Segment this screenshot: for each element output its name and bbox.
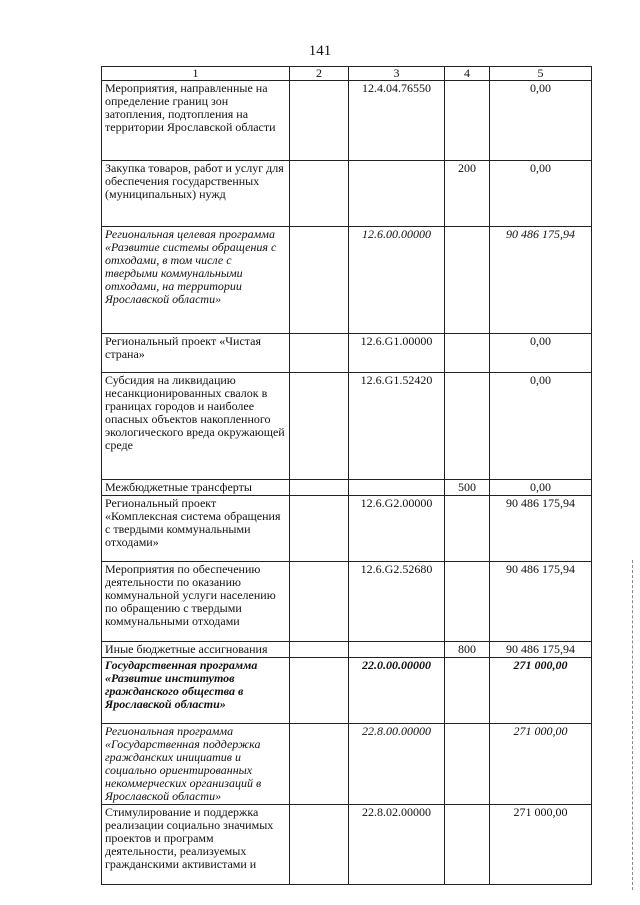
row-amount-cell: 90 486 175,94 bbox=[490, 496, 592, 562]
table-row bbox=[102, 496, 592, 562]
row-code-cell: 12.6.G1.52420 bbox=[349, 373, 445, 480]
row-code-cell: 12.6.00.00000 bbox=[349, 227, 445, 334]
row-name-cell: Иные бюджетные ассигнования bbox=[102, 642, 290, 658]
row-amount-cell: 271 000,00 bbox=[490, 658, 592, 724]
scan-edge-line bbox=[632, 560, 634, 890]
row-amount-cell: 271 000,00 bbox=[490, 724, 592, 805]
row-type-cell: 200 bbox=[445, 161, 490, 227]
column-header: 2 bbox=[290, 67, 349, 81]
table-row bbox=[102, 161, 592, 227]
row-code-cell bbox=[349, 480, 445, 496]
row-type-cell: 800 bbox=[445, 642, 490, 658]
row-type-cell bbox=[445, 227, 490, 334]
row-amount-cell: 0,00 bbox=[490, 480, 592, 496]
row-amount-cell: 0,00 bbox=[490, 81, 592, 161]
row-column-2-cell bbox=[290, 642, 349, 658]
column-header: 4 bbox=[445, 67, 490, 81]
table-row bbox=[102, 334, 592, 373]
table-row bbox=[102, 642, 592, 658]
row-amount-cell: 90 486 175,94 bbox=[490, 227, 592, 334]
row-name-cell: Межбюджетные трансферты bbox=[102, 480, 290, 496]
row-code-cell: 22.0.00.00000 bbox=[349, 658, 445, 724]
column-header: 3 bbox=[349, 67, 445, 81]
row-column-2-cell bbox=[290, 227, 349, 334]
row-type-cell: 500 bbox=[445, 480, 490, 496]
page-number: 141 bbox=[308, 43, 332, 59]
table-row bbox=[102, 81, 592, 161]
row-type-cell bbox=[445, 81, 490, 161]
row-name-cell: Региональная целевая программа «Развитие системы обращения с отходами, в том числе с твердыми коммунальными отходами, на территории Ярославской области» bbox=[102, 227, 290, 334]
row-name-cell: Мероприятия по обеспечению деятельности по оказанию коммунальной услуги населению по обращению с твердыми коммунальными отходами bbox=[102, 562, 290, 642]
row-column-2-cell bbox=[290, 373, 349, 480]
row-name-cell: Субсидия на ликвидацию несанкционированных свалок в границах городов и наиболее опасных объектов накопленного экологического вреда окружающей среде bbox=[102, 373, 290, 480]
row-name-cell: Стимулирование и поддержка реализации социально значимых проектов и программ деятельности, реализуемых гражданскими активистами и bbox=[102, 805, 290, 885]
row-name-cell: Региональный проект «Комплексная система обращения с твердыми коммунальными отходами» bbox=[102, 496, 290, 562]
row-code-cell: 12.6.G2.00000 bbox=[349, 496, 445, 562]
row-type-cell bbox=[445, 805, 490, 885]
table-row bbox=[102, 227, 592, 334]
row-amount-cell: 90 486 175,94 bbox=[490, 642, 592, 658]
row-code-cell: 22.8.02.00000 bbox=[349, 805, 445, 885]
row-column-2-cell bbox=[290, 562, 349, 642]
table-row bbox=[102, 480, 592, 496]
row-type-cell bbox=[445, 724, 490, 805]
row-column-2-cell bbox=[290, 334, 349, 373]
row-name-cell: Государственная программа «Развитие институтов гражданского общества в Ярославской области» bbox=[102, 658, 290, 724]
row-name-cell: Закупка товаров, работ и услуг для обеспечения государственных (муниципальных) нужд bbox=[102, 161, 290, 227]
row-type-cell bbox=[445, 562, 490, 642]
row-code-cell: 22.8.00.00000 bbox=[349, 724, 445, 805]
row-name-cell: Региональный проект «Чистая страна» bbox=[102, 334, 290, 373]
row-column-2-cell bbox=[290, 496, 349, 562]
row-code-cell: 12.6.G2.52680 bbox=[349, 562, 445, 642]
row-column-2-cell bbox=[290, 805, 349, 885]
row-amount-cell: 0,00 bbox=[490, 373, 592, 480]
row-column-2-cell bbox=[290, 480, 349, 496]
row-type-cell bbox=[445, 373, 490, 480]
row-amount-cell: 0,00 bbox=[490, 161, 592, 227]
row-code-cell bbox=[349, 642, 445, 658]
row-amount-cell: 90 486 175,94 bbox=[490, 562, 592, 642]
table-row bbox=[102, 373, 592, 480]
row-column-2-cell bbox=[290, 81, 349, 161]
table-row bbox=[102, 805, 592, 885]
row-name-cell: Мероприятия, направленные на определение границ зон затопления, подтопления на территории Ярославской области bbox=[102, 81, 290, 161]
row-column-2-cell bbox=[290, 724, 349, 805]
row-code-cell bbox=[349, 161, 445, 227]
row-code-cell: 12.6.G1.00000 bbox=[349, 334, 445, 373]
row-type-cell bbox=[445, 658, 490, 724]
table-body bbox=[102, 81, 592, 885]
row-amount-cell: 0,00 bbox=[490, 334, 592, 373]
table-header-row bbox=[102, 67, 592, 81]
table-row bbox=[102, 562, 592, 642]
row-column-2-cell bbox=[290, 161, 349, 227]
column-header: 5 bbox=[490, 67, 592, 81]
row-name-cell: Региональная программа «Государственная поддержка гражданских инициатив и социально ориентированных некоммерческих организаций в Ярославской области» bbox=[102, 724, 290, 805]
row-amount-cell: 271 000,00 bbox=[490, 805, 592, 885]
table-row bbox=[102, 658, 592, 724]
row-code-cell: 12.4.04.76550 bbox=[349, 81, 445, 161]
table-row bbox=[102, 724, 592, 805]
column-header: 1 bbox=[102, 67, 290, 81]
row-type-cell bbox=[445, 496, 490, 562]
row-type-cell bbox=[445, 334, 490, 373]
budget-table bbox=[101, 66, 592, 885]
row-column-2-cell bbox=[290, 658, 349, 724]
